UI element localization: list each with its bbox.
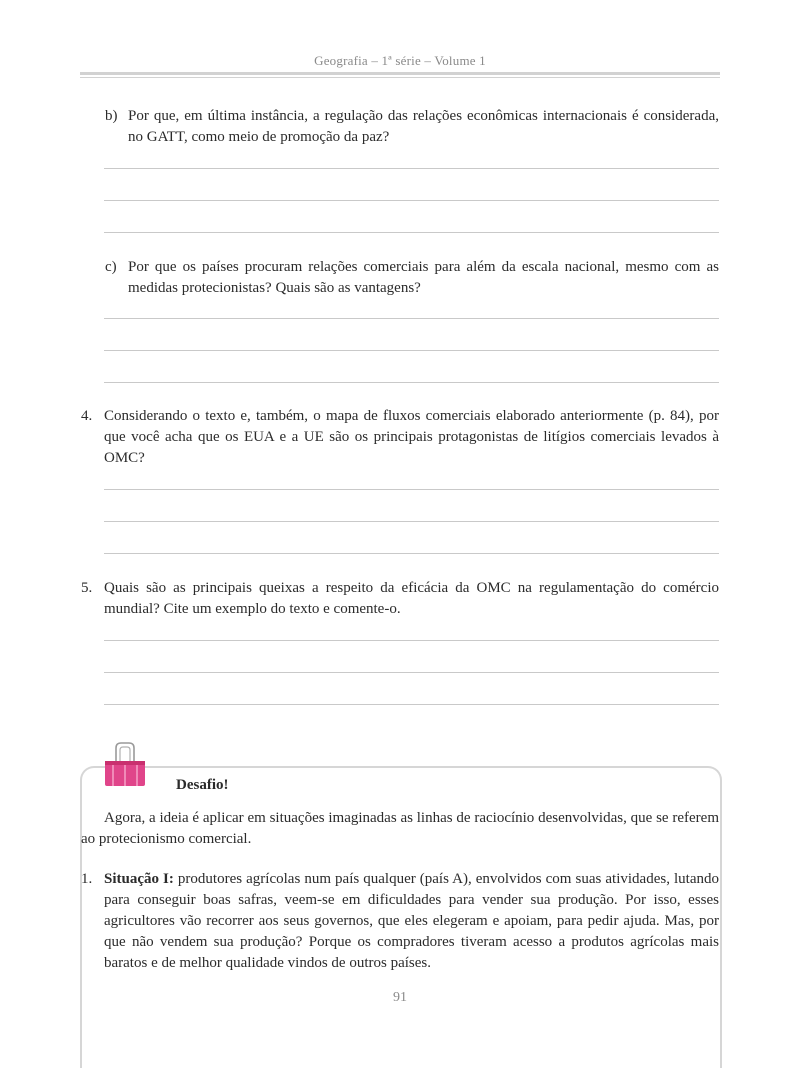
- answer-line[interactable]: [104, 232, 719, 233]
- page-number: 91: [393, 990, 407, 1005]
- answer-line[interactable]: [104, 382, 719, 383]
- question-b: [105, 106, 719, 148]
- situation-text: produtores agrícolas num país qualquer (país A), envolvidos com suas atividades, lutando para conseguir boas safras, veem-se em dificuldades para vender sua produção. Por isso, esses agricultores vão recorrer aos seus governos, que eles elegeram e apoiam, para pedir ajuda. Mas, por que não vendem sua produção? Porque os compradores tiveram acesso a produtos agrícolas mais baratos e de melhor qualidade vindos de outros países.: [104, 871, 719, 971]
- page-header-title: Geografia – 1ª série – Volume 1: [314, 53, 486, 68]
- answer-line[interactable]: [104, 168, 719, 169]
- challenge-item-1: [81, 869, 719, 974]
- binder-clip-icon: [102, 742, 148, 788]
- question-4-label: 4.: [81, 408, 93, 424]
- question-b-text: Por que, em última instância, a regulação das relações econômicas internacionais é considerada, no GATT, como meio de promoção da paz?: [128, 108, 719, 145]
- answer-line[interactable]: [104, 318, 719, 319]
- question-5-text: Quais são as principais queixas a respeito da eficácia da OMC na regulamentação do comércio mundial? Cite um exemplo do texto e comente-o.: [104, 580, 719, 617]
- answer-line[interactable]: [104, 704, 719, 705]
- question-4: [81, 406, 719, 469]
- challenge-intro-text: Agora, a ideia é aplicar em situações imaginadas as linhas de raciocínio desenvolvidas, que se referem ao protecionismo comercial.: [81, 810, 719, 847]
- question-5: [81, 578, 719, 620]
- challenge-item-1-label: 1.: [81, 871, 93, 887]
- answer-line[interactable]: [104, 350, 719, 351]
- answer-line[interactable]: [104, 672, 719, 673]
- answer-line[interactable]: [104, 553, 719, 554]
- situation-label: Situação I:: [104, 871, 174, 887]
- answer-line[interactable]: [104, 521, 719, 522]
- question-c-text: Por que os países procuram relações comerciais para além da escala nacional, mesmo com as medidas protecionistas? Quais são as vantagens?: [128, 259, 719, 296]
- question-c: [105, 257, 719, 299]
- answer-line[interactable]: [104, 489, 719, 490]
- question-c-label: c): [105, 259, 117, 275]
- header-rule-thick: [80, 72, 720, 75]
- answer-line[interactable]: [104, 640, 719, 641]
- question-4-text: Considerando o texto e, também, o mapa de fluxos comerciais elaborado anteriormente (p. 84), por que você acha que os EUA e a UE são os principais protagonistas de litígios comerciais levados à OMC?: [104, 408, 719, 466]
- challenge-intro: [81, 808, 719, 850]
- question-5-label: 5.: [81, 580, 93, 596]
- header-rule-thin: [80, 77, 720, 78]
- challenge-title: Desafio!: [176, 777, 229, 793]
- question-b-label: b): [105, 108, 118, 124]
- challenge-item-1-body: [81, 869, 719, 974]
- answer-line[interactable]: [104, 200, 719, 201]
